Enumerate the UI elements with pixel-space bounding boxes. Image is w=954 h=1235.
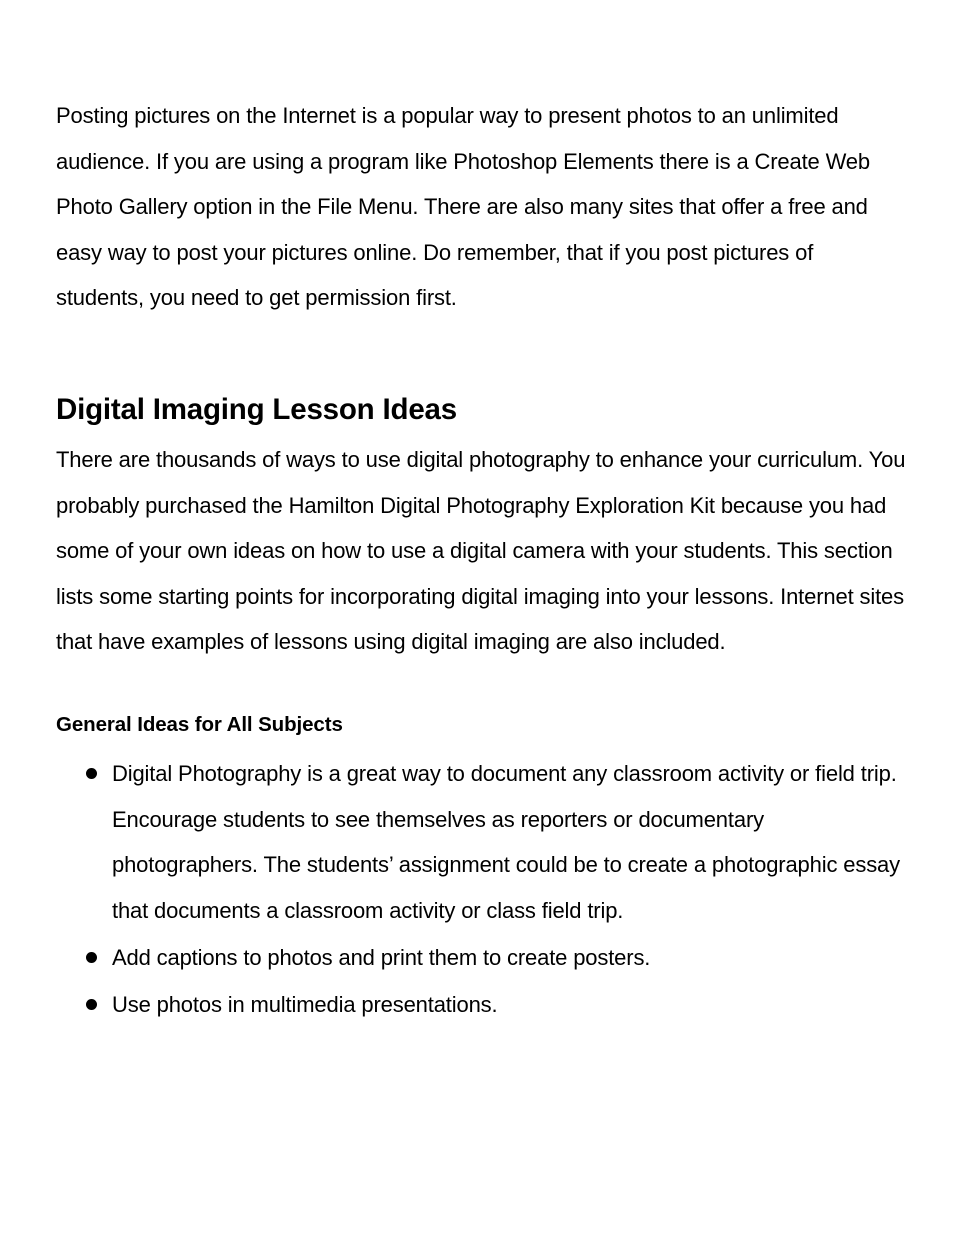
lesson-ideas-heading: Digital Imaging Lesson Ideas	[56, 392, 457, 426]
list-item	[56, 935, 906, 981]
lesson-ideas-paragraph: There are thousands of ways to use digital photography to enhance your curriculum. You probably purchased the Hamilton Digital Photography Exploration Kit because you had some of your own ideas on how to use a digital camera with your students. This section lists some starting points for incorporating digital imaging into your lessons. Internet sites that have examples of lessons using digital imaging are also included.	[56, 446, 906, 655]
intro-paragraph: Posting pictures on the Internet is a popular way to present photos to an unlimited audience. If you are using a program like Photoshop Elements there is a Create Web Photo Gallery option in the File Menu. There are also many sites that offer a free and easy way to post your pictures online. Do remember, that if you post pictures of students, you need to get permission first.	[56, 103, 870, 311]
list-item-text: Use photos in multimedia presentations.	[112, 991, 498, 1017]
list-item	[56, 751, 906, 933]
general-ideas-heading: General Ideas for All Subjects	[56, 712, 343, 736]
bullet-icon	[86, 768, 97, 779]
list-item-text: Digital Photography is a great way to document any classroom activity or field trip. Encourage students to see themselves as reporters or documentary photographers. The students’ assignment could be to create a photographic essay that documents a classroom activity or class field trip.	[112, 760, 900, 923]
document-page	[56, 93, 906, 1029]
list-item-text: Add captions to photos and print them to create posters.	[112, 944, 651, 970]
list-item	[56, 982, 906, 1028]
bullet-icon	[86, 999, 97, 1010]
general-ideas-list	[56, 751, 906, 1027]
bullet-icon	[86, 952, 97, 963]
